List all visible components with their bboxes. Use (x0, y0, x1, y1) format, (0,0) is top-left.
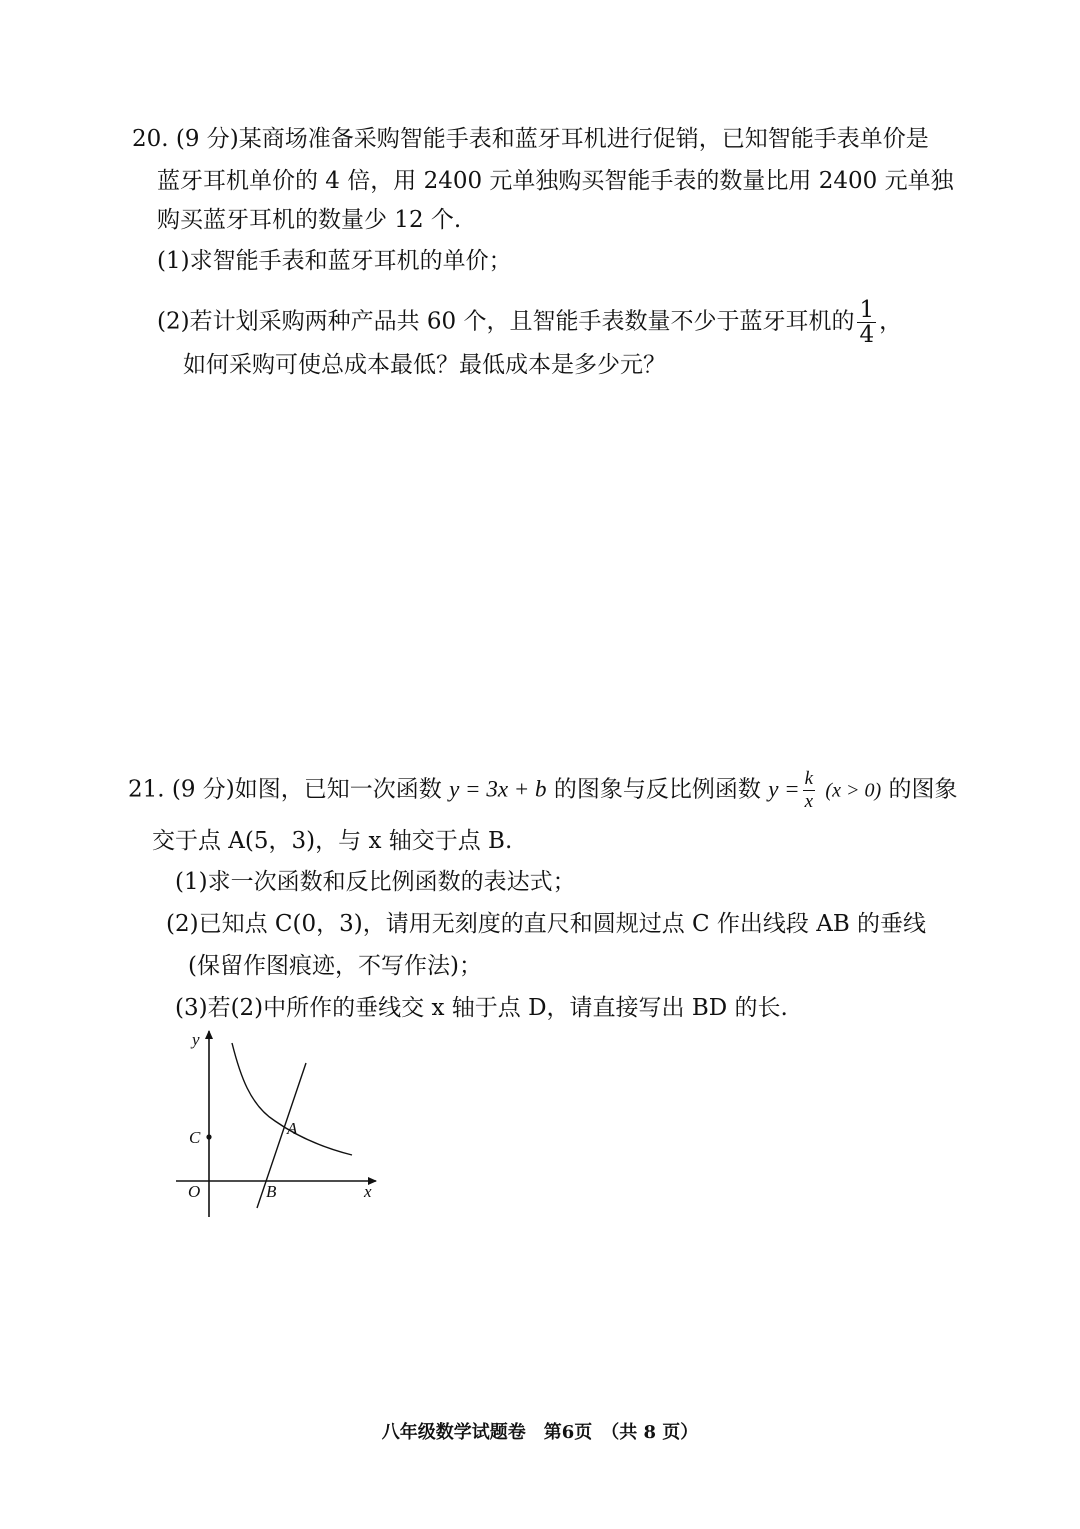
label-c: C (189, 1128, 201, 1147)
fraction-numerator: k (804, 768, 814, 789)
fraction-numerator: 1 (859, 297, 875, 323)
q21-part-2: (2)已知点 C(0，3)，请用无刻度的直尺和圆规过点 C 作出线段 AB 的垂线 (166, 911, 927, 937)
label-x: x (364, 1182, 372, 1201)
point-c-dot (206, 1134, 211, 1139)
q21-figure (170, 1025, 390, 1225)
q21-line-2: 交于点 A(5，3)，与 x 轴交于点 B. (152, 828, 513, 854)
linear-function-equation: y = 3x + b (449, 776, 547, 802)
q20-line-2: 蓝牙耳机单价的 4 倍，用 2400 元单独购买智能手表的数量比用 2400 元单独 (157, 168, 954, 194)
q21-intro-mid: 的图象与反比例函数 (553, 776, 761, 803)
q20-part-2-line-2: 如何采购可使总成本最低？最低成本是多少元？ (183, 352, 666, 378)
q20-line-1: 20. (9 分)某商场准备采购智能手表和蓝牙耳机进行促销，已知智能手表单价是 (132, 126, 929, 152)
fraction-denominator: x (804, 791, 814, 812)
q21-intro: 21. (9 分)如图，已知一次函数 (128, 776, 442, 803)
q20-part-2-text: (2)若计划采购两种产品共 60 个，且智能手表数量不少于蓝牙耳机的 (157, 308, 855, 335)
page-footer: 八年级数学试题卷 第6页 （共 8 页） (381, 1422, 699, 1443)
q20-part-2-comma: ， (879, 308, 903, 335)
q21-part-1: (1)求一次函数和反比例函数的表达式； (175, 869, 576, 895)
q20-part-1: (1)求智能手表和蓝牙耳机的单价； (157, 248, 512, 274)
domain-condition: (x > 0) (825, 779, 882, 802)
q21-part-2-line-2: (保留作图痕迹，不写作法)； (188, 953, 482, 979)
inverse-function-y: y = (768, 776, 800, 802)
label-y: y (192, 1030, 200, 1049)
label-o: O (188, 1182, 201, 1201)
q20-part-2 (157, 298, 902, 347)
fraction-denominator: 4 (859, 322, 875, 348)
fraction-one-quarter (857, 298, 876, 347)
label-b: B (266, 1182, 277, 1201)
q21-part-3: (3)若(2)中所作的垂线交 x 轴于点 D，请直接写出 BD 的长. (175, 995, 788, 1021)
fraction-k-over-x (803, 768, 815, 813)
label-a: A (287, 1119, 298, 1138)
q21-line-1 (128, 768, 957, 813)
inverse-function-curve (232, 1043, 352, 1155)
q21-intro-end: 的图象 (888, 776, 958, 803)
q20-line-3: 购买蓝牙耳机的数量少 12 个. (157, 207, 462, 233)
